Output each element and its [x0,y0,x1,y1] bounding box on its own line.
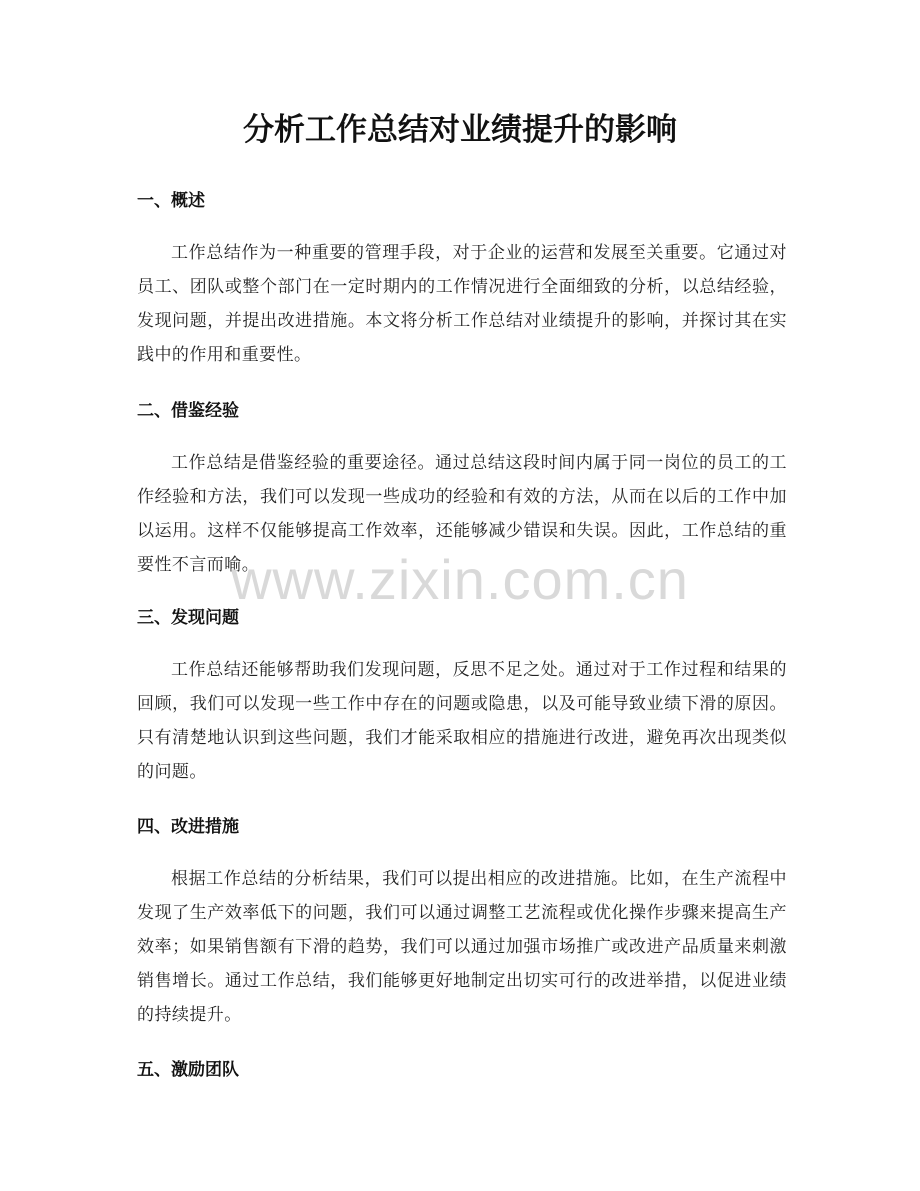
section-paragraph-problems: 工作总结还能够帮助我们发现问题，反思不足之处。通过对于工作过程和结果的回顾，我们可以发现一些工作中存在的问题或隐患，以及可能导致业绩下滑的原因。只有清楚地认识到这些问题，我们才能采取相应的措施进行改进，避免再次出现类似的问题。 [137,660,787,782]
section-paragraph-overview: 工作总结作为一种重要的管理手段，对于企业的运营和发展至关重要。它通过对员工、团队或整个部门在一定时期内的工作情况进行全面细致的分析，以总结经验，发现问题，并提出改进措施。本文将分析工作总结对业绩提升的影响，并探讨其在实践中的作用和重要性。 [137,243,787,365]
section-heading-improvements: 四、改进措施 [137,817,239,837]
document-title: 分析工作总结对业绩提升的影响 [243,112,677,148]
section-paragraph-experience: 工作总结是借鉴经验的重要途径。通过总结这段时间内属于同一岗位的员工的工作经验和方法，我们可以发现一些成功的经验和有效的方法，从而在以后的工作中加以运用。这样不仅能够提高工作效率，还能够减少错误和失误。因此，工作总结的重要性不言而喻。 [137,453,787,575]
section-heading-problems: 三、发现问题 [137,608,239,628]
section-paragraph-improvements: 根据工作总结的分析结果，我们可以提出相应的改进措施。比如，在生产流程中发现了生产效率低下的问题，我们可以通过调整工艺流程或优化操作步骤来提高生产效率；如果销售额有下滑的趋势，我们可以通过加强市场推广或改进产品质量来刺激销售增长。通过工作总结，我们能够更好地制定出切实可行的改进举措，以促进业绩的持续提升。 [137,869,787,1025]
watermark: www.zixin.com.cn [231,548,689,611]
section-heading-experience: 二、借鉴经验 [137,401,239,421]
section-heading-team-motivation: 五、激励团队 [137,1060,239,1080]
section-heading-overview: 一、概述 [137,191,205,211]
